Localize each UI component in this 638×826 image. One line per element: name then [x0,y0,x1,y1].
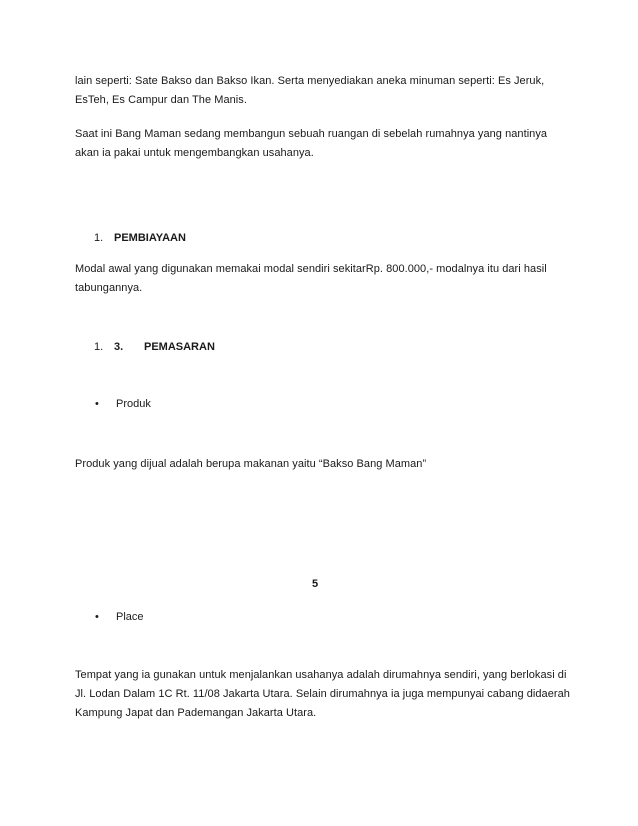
paragraph-product-description: Produk yang dijual adalah berupa makanan yaitu “Bakso Bang Maman” [75,458,427,470]
bullet-place-label: Place [116,611,144,623]
bullet-dot-icon: • [95,611,99,623]
paragraph-expansion: Saat ini Bang Maman sedang membangun sebuah ruangan di sebelah rumahnya yang nantinya akan ia pakai untuk mengembangkan usahanya. [75,128,548,159]
page-number: 5 [312,578,319,590]
paragraph-capital: Modal awal yang digunakan memakai modal sendiri sekitarRp. 800.000,- modalnya itu dari hasil tabungannya. [75,263,547,294]
heading-number-pemasaran: 1. [94,341,104,353]
paragraph-products: lain seperti: Sate Bakso dan Bakso Ikan. Serta menyediakan aneka minuman seperti: Es Jeruk, EsTeh, Es Campur dan The Manis. [75,75,545,106]
paragraph-location: Tempat yang ia gunakan untuk menjalankan usahanya adalah dirumahnya sendiri, yang berlokasi di Jl. Lodan Dalam 1C Rt. 11/08 Jakarta Utara. Selain dirumahnya ia juga mempunyai cabang didaerah Kampung Japat dan Pademangan Jakarta Utara. [75,669,570,719]
bullet-dot-icon: • [95,398,99,410]
heading-pembiayaan: PEMBIAYAAN [114,232,186,244]
bullet-produk-label: Produk [116,398,151,410]
heading-subnumber-pemasaran: 3. [114,341,124,353]
heading-pemasaran: PEMASARAN [144,341,215,353]
heading-number-pembiayaan: 1. [94,232,104,244]
